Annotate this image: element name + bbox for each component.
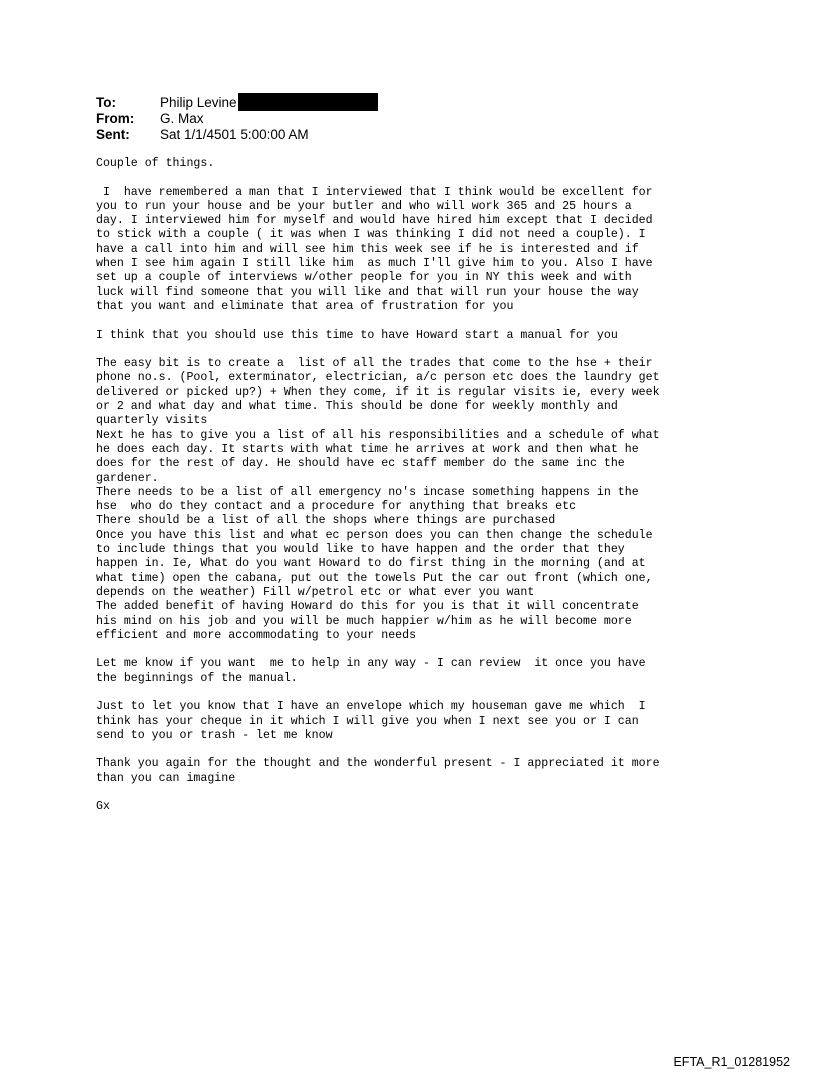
body-line: what time) open the cabana, put out the towels Put the car out front (which one, (96, 571, 653, 585)
email-header (96, 95, 378, 143)
body-line: happen in. Ie, What do you want Howard to do first thing in the morning (and at (96, 557, 646, 571)
body-line: send to you or trash - let me know (96, 728, 333, 742)
body-line: hse who do they contact and a procedure for anything that breaks etc (96, 500, 577, 514)
paragraph-gap (96, 786, 776, 800)
paragraph-thanks (96, 757, 776, 786)
body-line: you to run your house and be your butler and who will work 365 and 25 hours a (96, 199, 632, 213)
body-line: his mind on his job and you will be much happier w/him as he will become more (96, 614, 632, 628)
paragraph-instructions (96, 357, 776, 643)
body-line: Thank you again for the thought and the wonderful present - I appreciated it more (96, 757, 660, 771)
from-value: G. Max (160, 111, 204, 126)
paragraph-gap (96, 171, 776, 185)
body-line: Just to let you know that I have an envelope which my houseman gave me which I (96, 700, 646, 714)
body-line: set up a couple of interviews w/other people for you in NY this week and with (96, 271, 632, 285)
body-line: The added benefit of having Howard do this for you is that it will concentrate (96, 600, 639, 614)
sent-row (96, 127, 378, 143)
paragraph-gap (96, 686, 776, 700)
from-label: From: (96, 111, 135, 126)
body-line: Once you have this list and what ec person does you can then change the schedule (96, 528, 653, 542)
paragraph-manual (96, 329, 776, 343)
to-row (96, 95, 378, 111)
body-line: when I see him again I still like him as much I'll give him to you. Also I have (96, 257, 653, 271)
paragraph-gap (96, 314, 776, 328)
paragraph-opening (96, 157, 776, 171)
paragraph-gap (96, 743, 776, 757)
body-line: have a call into him and will see him this week see if he is interested and if (96, 242, 639, 256)
body-line: Next he has to give you a list of all his responsibilities and a schedule of what (96, 428, 660, 442)
body-line: phone no.s. (Pool, exterminator, electrician, a/c person etc does the laundry get (96, 371, 660, 385)
body-line: Couple of things. (96, 157, 215, 170)
body-line: Let me know if you want me to help in any way - I can review it once you have (96, 657, 646, 671)
body-line: quarterly visits (96, 414, 208, 428)
body-line: delivered or picked up?) + When they come, if it is regular visits ie, every week (96, 385, 660, 399)
body-line: the beginnings of the manual. (96, 671, 298, 685)
signoff (96, 800, 776, 814)
body-line: or 2 and what day and what time. This should be done for weekly monthly and (96, 400, 618, 414)
body-line: The easy bit is to create a list of all the trades that come to the hse + their (96, 357, 653, 371)
paragraph-butler (96, 186, 776, 315)
body-line: I think that you should use this time to have Howard start a manual for you (96, 328, 618, 342)
to-value (160, 95, 378, 111)
paragraph-help (96, 657, 776, 686)
body-line: day. I interviewed him for myself and would have hired him except that I decided (96, 214, 653, 228)
body-line: to include things that you would like to have happen and the order that they (96, 543, 625, 557)
email-body (96, 157, 776, 815)
body-line: I have remembered a man that I interviewed that I think would be excellent for (96, 185, 653, 199)
paragraph-envelope (96, 700, 776, 743)
redaction-block (238, 93, 378, 111)
body-line: luck will find someone that you will like and that will run your house the way (96, 285, 639, 299)
body-line: Gx (96, 800, 110, 814)
sent-label: Sent: (96, 127, 130, 142)
body-line: think has your cheque in it which I will give you when I next see you or I can (96, 714, 639, 728)
body-line: efficient and more accommodating to your needs (96, 628, 417, 642)
body-line: There should be a list of all the shops where things are purchased (96, 514, 556, 528)
body-line: does for the rest of day. He should have ec staff member do the same inc the (96, 457, 625, 471)
sent-value: Sat 1/1/4501 5:00:00 AM (160, 127, 309, 142)
body-line: than you can imagine (96, 771, 236, 785)
paragraph-gap (96, 343, 776, 357)
to-recipient: Philip Levine (160, 95, 237, 110)
body-line: that you want and eliminate that area of frustration for you (96, 299, 514, 313)
to-label: To: (96, 95, 116, 110)
from-row (96, 111, 378, 127)
body-line: gardener. (96, 471, 159, 485)
body-line: There needs to be a list of all emergency no's incase something happens in the (96, 485, 639, 499)
body-line: depends on the weather) Fill w/petrol etc or what ever you want (96, 585, 535, 599)
document-id: EFTA_R1_01281952 (673, 1055, 790, 1069)
body-line: to stick with a couple ( it was when I was thinking I did not need a couple). I (96, 228, 646, 242)
paragraph-gap (96, 643, 776, 657)
body-line: he does each day. It starts with what time he arrives at work and then what he (96, 442, 639, 456)
